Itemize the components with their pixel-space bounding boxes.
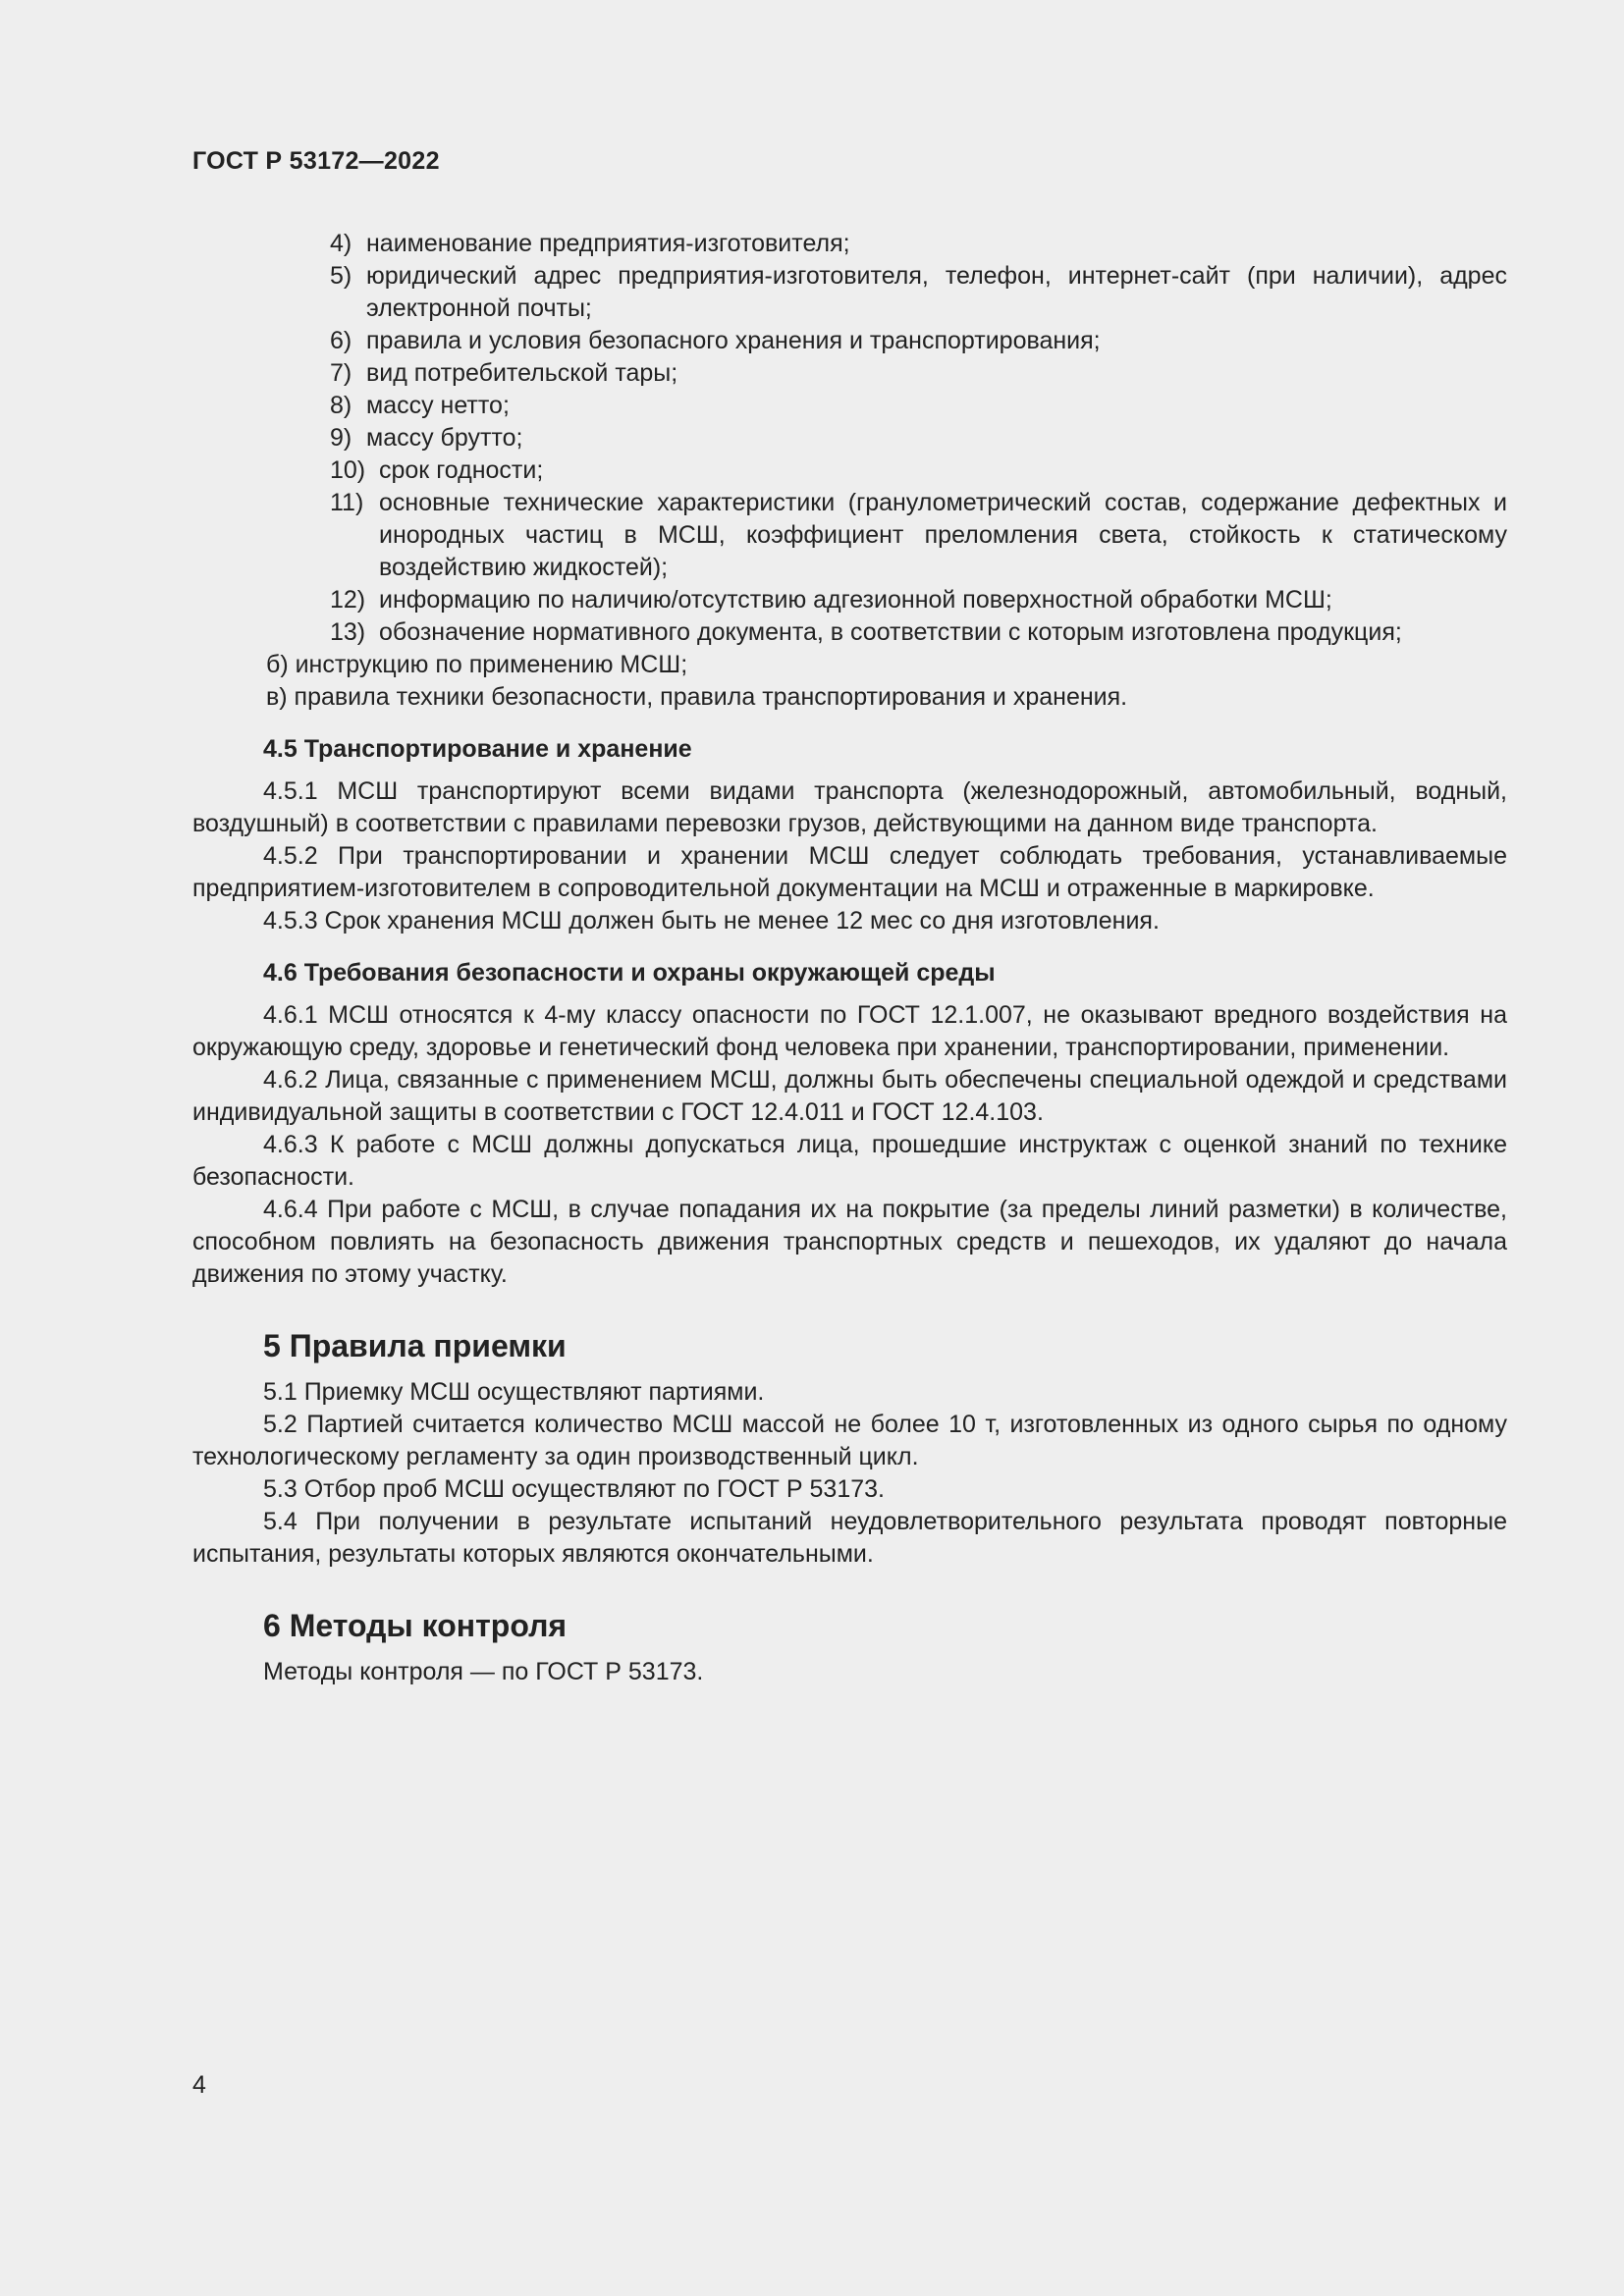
paragraph-5-1: 5.1 Приемку МСШ осуществляют партиями.: [263, 1378, 765, 1406]
list-item: [192, 357, 1507, 390]
list-item-text: обозначение нормативного документа, в соответствии с которым изготовлена продукция;: [379, 618, 1402, 646]
list-item: [192, 616, 1507, 649]
paragraph-5-2: 5.2 Партией считается количество МСШ массой не более 10 т, изготовленных из одного сырья по одному технологическому регламенту за один производственный цикл.: [192, 1411, 1507, 1470]
paragraph-5-3: 5.3 Отбор проб МСШ осуществляют по ГОСТ Р 53173.: [263, 1475, 885, 1503]
paragraph-4-6-3: 4.6.3 К работе с МСШ должны допускаться лица, прошедшие инструктаж с оценкой знаний по технике безопасности.: [192, 1131, 1507, 1191]
paragraph-4-5-1: 4.5.1 МСШ транспортируют всеми видами транспорта (железнодорожный, автомобильный, водный, воздушный) в соответствии с правилами перевозки грузов, действующими на данном виде транспорта.: [192, 777, 1507, 837]
list-item: [192, 487, 1507, 584]
list-item-text: правила и условия безопасного хранения и транспортирования;: [366, 327, 1101, 354]
paragraph-6: Методы контроля — по ГОСТ Р 53173.: [263, 1658, 704, 1685]
list-item: б) инструкцию по применению МСШ;: [266, 651, 688, 678]
list-item-text: массу брутто;: [366, 424, 523, 452]
standard-designation: ГОСТ Р 53172—2022: [192, 147, 440, 175]
list-item-text: наименование предприятия-изготовителя;: [366, 230, 850, 257]
lettered-list: [192, 649, 1507, 714]
page-number: 4: [192, 2071, 206, 2099]
list-item-number: 7): [330, 359, 352, 387]
list-item-text: срок годности;: [379, 456, 544, 484]
list-item: [192, 325, 1507, 357]
paragraph-4-6-2: 4.6.2 Лица, связанные с применением МСШ, должны быть обеспечены специальной одеждой и средствами индивидуальной защиты в соответствии с ГОСТ 12.4.011 и ГОСТ 12.4.103.: [192, 1066, 1507, 1126]
list-item: [192, 454, 1507, 487]
list-item-number: 5): [330, 262, 352, 290]
document-body: [192, 228, 1507, 1688]
list-item-number: 4): [330, 230, 352, 257]
paragraph-4-5-2: 4.5.2 При транспортировании и хранении МСШ следует соблюдать требования, устанавливаемые предприятием-изготовителем в сопроводительной документации на МСШ и отраженные в маркировке.: [192, 842, 1507, 902]
list-item-text: массу нетто;: [366, 392, 510, 419]
list-item-number: 10): [330, 456, 366, 484]
paragraph-5-4: 5.4 При получении в результате испытаний неудовлетворительного результата проводят повторные испытания, результаты которых являются окончательными.: [192, 1508, 1507, 1568]
paragraph-4-6-1: 4.6.1 МСШ относятся к 4-му классу опасности по ГОСТ 12.1.007, не оказывают вредного воздействия на окружающую среду, здоровье и генетический фонд человека при хранении, транспортировании, применении.: [192, 1001, 1507, 1061]
paragraph-4-5-3: 4.5.3 Срок хранения МСШ должен быть не менее 12 мес со дня изготовления.: [263, 907, 1160, 934]
list-item: [192, 228, 1507, 260]
list-item-number: 12): [330, 586, 366, 614]
numbered-list: [192, 228, 1507, 649]
paragraph-4-6-4: 4.6.4 При работе с МСШ, в случае попадания их на покрытие (за пределы линий разметки) в количестве, способном повлиять на безопасность движения транспортных средств и пешеходов, их удаляют до начала движения по этому участку.: [192, 1196, 1507, 1288]
list-item: [192, 390, 1507, 422]
subsection-heading-4-6: 4.6 Требования безопасности и охраны окружающей среды: [263, 959, 996, 987]
list-item-number: 6): [330, 327, 352, 354]
list-item-text: основные технические характеристики (гранулометрический состав, содержание дефектных и инородных частиц в МСШ, коэффициент преломления света, стойкость к статическому воздействию жидкостей);: [379, 489, 1507, 581]
list-item-text: вид потребительской тары;: [366, 359, 678, 387]
list-item: [192, 584, 1507, 616]
section-heading-5: 5 Правила приемки: [263, 1328, 567, 1363]
list-item-number: 8): [330, 392, 352, 419]
list-item-number: 13): [330, 618, 366, 646]
list-item: в) правила техники безопасности, правила транспортирования и хранения.: [266, 683, 1128, 711]
subsection-heading-4-5: 4.5 Транспортирование и хранение: [263, 735, 692, 763]
list-item-text: юридический адрес предприятия-изготовителя, телефон, интернет-сайт (при наличии), адрес электронной почты;: [366, 262, 1507, 322]
section-heading-6: 6 Методы контроля: [263, 1608, 568, 1643]
list-item-number: 11): [330, 489, 364, 516]
list-item-text: информацию по наличию/отсутствию адгезионной поверхностной обработки МСШ;: [379, 586, 1332, 614]
list-item: [192, 260, 1507, 325]
list-item: [192, 422, 1507, 454]
list-item-number: 9): [330, 424, 352, 452]
